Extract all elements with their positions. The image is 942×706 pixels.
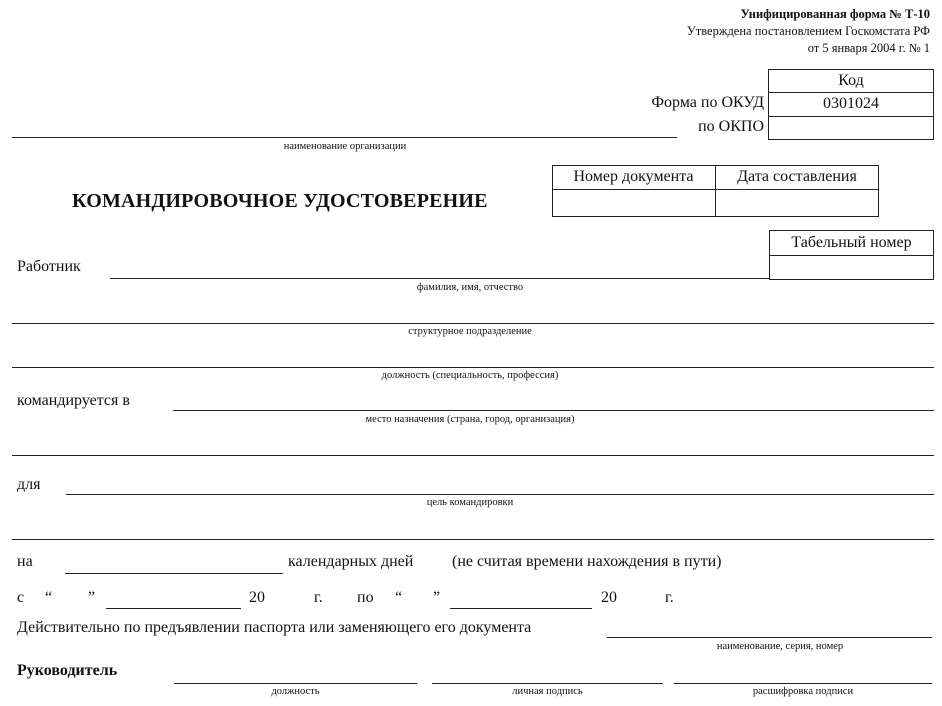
position-line[interactable] xyxy=(12,367,934,368)
destination-caption: место назначения (страна, город, организация) xyxy=(365,414,575,425)
tab-number-value[interactable] xyxy=(769,255,934,280)
destination-line[interactable] xyxy=(173,410,934,411)
head-label: Руководитель xyxy=(17,662,118,679)
tab-number-header: Табельный номер xyxy=(791,234,912,251)
okud-label: Форма по ОКУД xyxy=(651,94,764,111)
department-caption: структурное подразделение xyxy=(408,326,532,337)
validity-text: Действительно по предъявлении паспорта или заменяющего его документа xyxy=(17,619,532,636)
head-name-caption: расшифровка подписи xyxy=(752,686,854,697)
from-close-quote: ” xyxy=(88,589,96,606)
department-line[interactable] xyxy=(12,323,934,324)
doc-number-header: Номер документа xyxy=(573,168,694,185)
travel-time-note: (не считая времени нахождения в пути) xyxy=(452,553,722,570)
head-signature-caption: личная подпись xyxy=(512,686,583,697)
purpose-label: для xyxy=(17,476,41,493)
purpose-caption: цель командировки xyxy=(426,497,514,508)
approval-date-line: от 5 января 2004 г. № 1 xyxy=(807,41,930,55)
from-year-prefix: 20 xyxy=(249,589,265,606)
okud-code[interactable]: 0301024 xyxy=(823,95,879,112)
purpose-line-2[interactable] xyxy=(12,539,934,540)
employee-label: Работник xyxy=(17,258,81,275)
destination-label: командируется в xyxy=(17,392,130,409)
doc-number-value[interactable] xyxy=(552,189,715,217)
document-title: КОМАНДИРОВОЧНОЕ УДОСТОВЕРЕНИЕ xyxy=(72,190,488,212)
organization-caption: наименование организации xyxy=(283,141,407,152)
form-number-line: Унифицированная форма № Т-10 xyxy=(740,7,930,21)
from-month-line[interactable] xyxy=(106,608,241,609)
head-name-line[interactable] xyxy=(674,683,932,684)
okpo-label: по ОКПО xyxy=(698,118,764,135)
fio-caption: фамилия, имя, отчество xyxy=(416,282,524,293)
codes-title: Код xyxy=(838,72,864,89)
from-year-suffix: г. xyxy=(314,589,323,606)
head-position-line[interactable] xyxy=(174,683,417,684)
duration-na-label: на xyxy=(17,553,33,570)
to-month-line[interactable] xyxy=(450,608,592,609)
destination-line-2[interactable] xyxy=(12,455,934,456)
okpo-code[interactable] xyxy=(768,116,934,140)
head-position-caption: должность xyxy=(271,686,320,697)
approval-line: Утверждена постановлением Госкомстата РФ xyxy=(686,24,930,38)
position-caption: должность (специальность, профессия) xyxy=(381,370,559,381)
purpose-line[interactable] xyxy=(66,494,934,495)
calendar-days-label: календарных дней xyxy=(288,553,414,570)
doc-date-header: Дата составления xyxy=(737,168,857,185)
passport-line[interactable] xyxy=(607,637,932,638)
passport-caption: наименование, серия, номер xyxy=(716,641,844,652)
period-from-label: с xyxy=(17,589,25,606)
to-open-quote: “ xyxy=(395,589,403,606)
organization-line[interactable] xyxy=(12,137,677,138)
from-open-quote: “ xyxy=(45,589,53,606)
doc-date-value[interactable] xyxy=(715,189,879,217)
to-close-quote: ” xyxy=(433,589,441,606)
to-year-prefix: 20 xyxy=(601,589,617,606)
period-to-label: по xyxy=(357,589,374,606)
days-count-line[interactable] xyxy=(65,573,283,574)
to-year-suffix: г. xyxy=(665,589,674,606)
employee-fio-line[interactable] xyxy=(110,278,769,279)
head-signature-line[interactable] xyxy=(432,683,663,684)
